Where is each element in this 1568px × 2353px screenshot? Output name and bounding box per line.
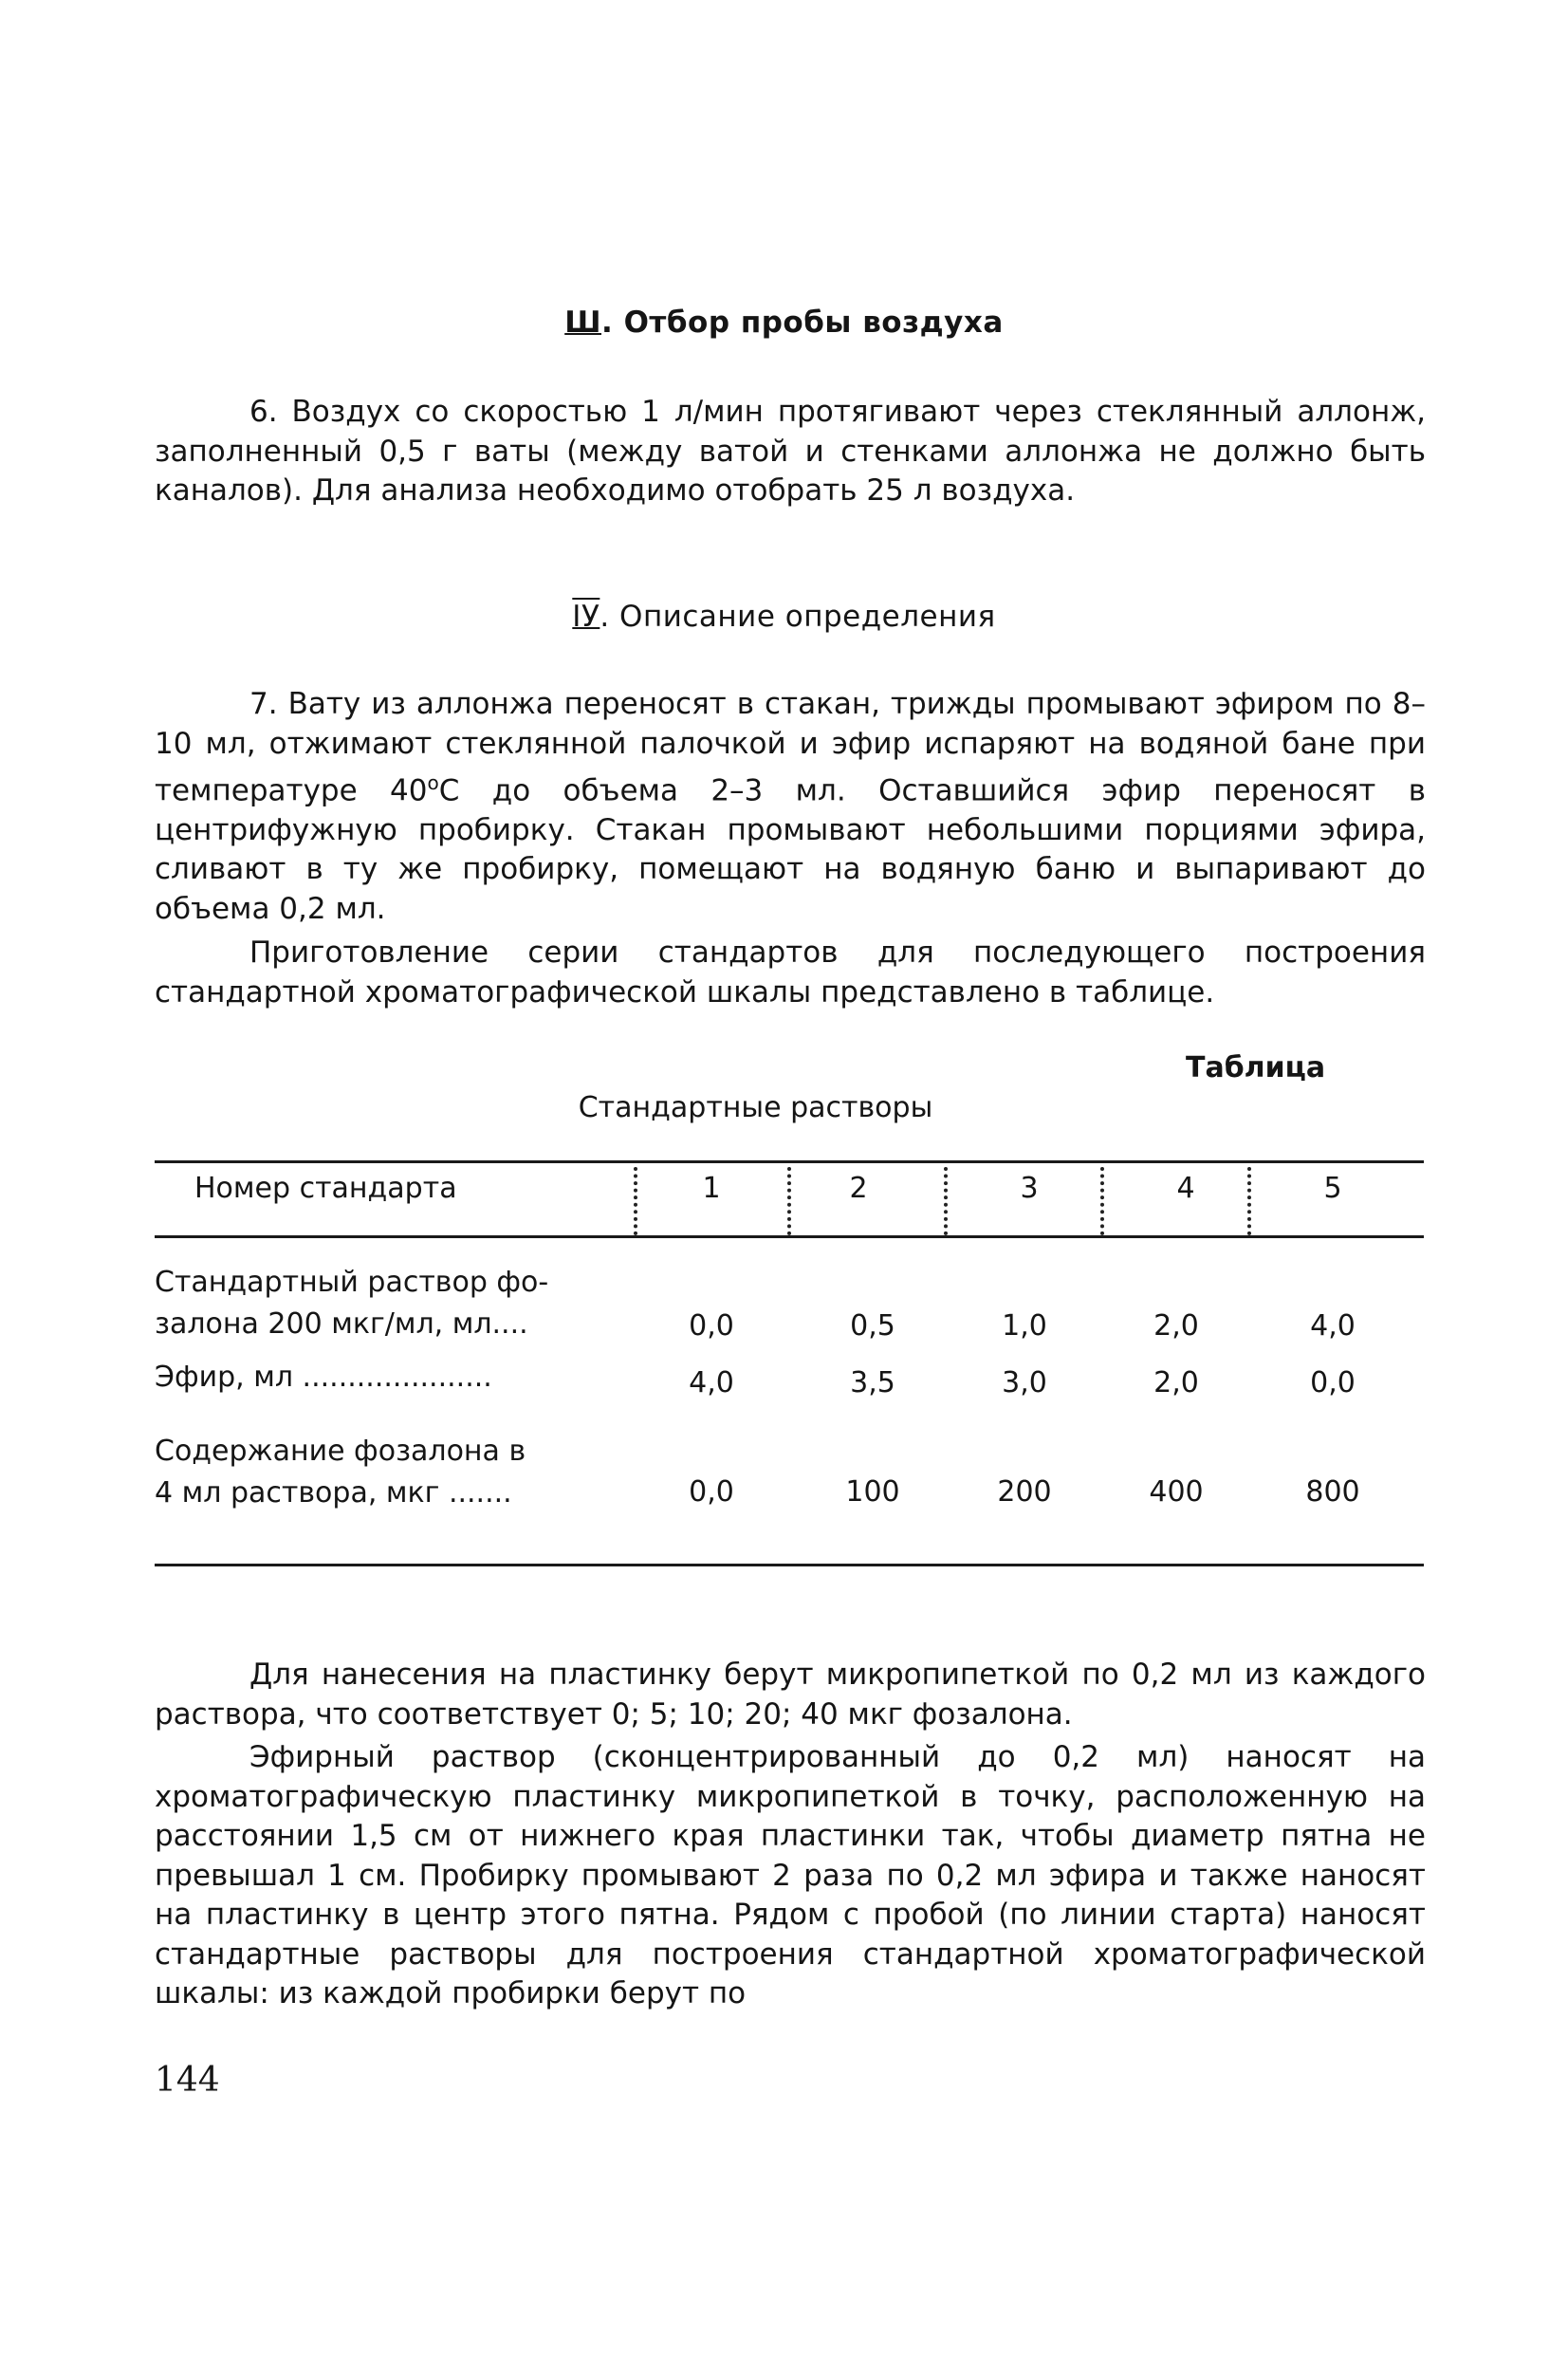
page-number: 144 bbox=[155, 2061, 220, 2100]
column-header-3: 3 bbox=[1020, 1172, 1039, 1205]
column-separator bbox=[1247, 1167, 1257, 1235]
column-header-4: 4 bbox=[1176, 1172, 1195, 1205]
section-4-heading bbox=[0, 600, 1568, 634]
column-separator bbox=[1100, 1167, 1110, 1235]
table-cell: 0,5 bbox=[850, 1309, 895, 1343]
column-header-1: 1 bbox=[702, 1172, 721, 1205]
table-header-label: Номер стандарта bbox=[194, 1172, 457, 1205]
row-label-line: Стандартный раствор фо- bbox=[155, 1266, 549, 1299]
table-cell: 1,0 bbox=[1002, 1309, 1047, 1343]
table-cell: 200 bbox=[997, 1475, 1052, 1509]
paragraph-7-text-b: С до объема 2–3 мл. Оставшийся эфир переносят в центрифужную пробирку. Стакан промывают небольшими порциями эфира, сливают в ту же пробирку, помещают на водяную баню и выпаривают до объема 0,2 мл. bbox=[155, 773, 1426, 926]
section-3-heading bbox=[0, 306, 1568, 340]
row-label-line: Содержание фозалона в bbox=[155, 1435, 526, 1468]
degree-sign: о bbox=[427, 771, 439, 794]
column-separator bbox=[787, 1167, 797, 1235]
table-header-rule bbox=[155, 1235, 1424, 1238]
table-cell: 400 bbox=[1149, 1475, 1204, 1509]
table-cell: 0,0 bbox=[689, 1475, 734, 1509]
section-4-title: . Описание определения bbox=[600, 600, 996, 634]
column-header-5: 5 bbox=[1323, 1172, 1342, 1205]
table-cell: 2,0 bbox=[1153, 1309, 1199, 1343]
paragraph-application bbox=[155, 1656, 1426, 1734]
column-header-2: 2 bbox=[849, 1172, 868, 1205]
table-cell: 0,0 bbox=[689, 1309, 734, 1343]
row-label-line: 4 мл раствора, мкг ....... bbox=[155, 1476, 512, 1510]
paragraph-7 bbox=[155, 685, 1426, 929]
row-label-line: Эфир, мл ..................... bbox=[155, 1361, 492, 1394]
table-cell: 800 bbox=[1305, 1475, 1360, 1509]
table-cell: 100 bbox=[845, 1475, 900, 1509]
table-label: Таблица bbox=[1186, 1051, 1326, 1084]
paragraph-preparation bbox=[155, 934, 1426, 1012]
table-cell: 4,0 bbox=[689, 1366, 734, 1399]
section-3-title: . Отбор пробы воздуха bbox=[601, 306, 1004, 340]
section-3-number: Ш bbox=[564, 306, 601, 340]
paragraph-7-text-a: 7. Вату из аллонжа переносят в стакан, трижды промывают эфиром по 8–10 мл, отжимают стеклянной палочкой и эфир испаряют на водяной бане при температуре 40 bbox=[155, 687, 1426, 808]
table-cell: 3,0 bbox=[1002, 1366, 1047, 1399]
paragraph-ether-text: Эфирный раствор (сконцентрированный до 0,2 мл) наносят на хроматографическую пластинку микропипеткой в точку, расположенную на расстоянии 1,5 см от нижнего края пластинки так, чтобы диаметр пятна не превышал 1 см. Пробирку промывают 2 раза по 0,2 мл эфира и также наносят на пластинку в центр этого пятна. Рядом с пробой (по линии старта) наносят стандартные растворы для построения стандартной хроматографической шкалы: из каждой пробирки берут по bbox=[155, 1740, 1426, 2010]
paragraph-ether bbox=[155, 1738, 1426, 2014]
paragraph-6 bbox=[155, 393, 1426, 511]
paragraph-preparation-text: Приготовление серии стандартов для последующего построения стандартной хроматографической шкалы представлено в таблице. bbox=[155, 936, 1426, 1010]
table-row-label bbox=[155, 1431, 526, 1514]
table-bottom-rule bbox=[155, 1564, 1424, 1566]
table-cell: 2,0 bbox=[1153, 1366, 1199, 1399]
section-4-number: IУ bbox=[572, 600, 600, 634]
table-row-label bbox=[155, 1262, 548, 1345]
table-row-label bbox=[155, 1357, 492, 1399]
table-cell: 0,0 bbox=[1310, 1366, 1356, 1399]
table-cell: 4,0 bbox=[1310, 1309, 1356, 1343]
row-label-line: залона 200 мкг/мл, мл.... bbox=[155, 1307, 528, 1341]
table-cell: 3,5 bbox=[850, 1366, 895, 1399]
column-separator bbox=[944, 1167, 953, 1235]
table-top-rule bbox=[155, 1160, 1424, 1163]
column-separator bbox=[634, 1167, 643, 1235]
paragraph-6-text: 6. Воздух со скоростью 1 л/мин протягивают через стеклянный аллонж, заполненный 0,5 г ваты (между ватой и стенками аллонжа не должно быть каналов). Для анализа необходимо отобрать 25 л воздуха. bbox=[155, 395, 1426, 508]
table-title: Стандартные растворы bbox=[578, 1091, 933, 1124]
paragraph-application-text: Для нанесения на пластинку берут микропипеткой по 0,2 мл из каждого раствора, что соответствует 0; 5; 10; 20; 40 мкг фозалона. bbox=[155, 1658, 1426, 1732]
